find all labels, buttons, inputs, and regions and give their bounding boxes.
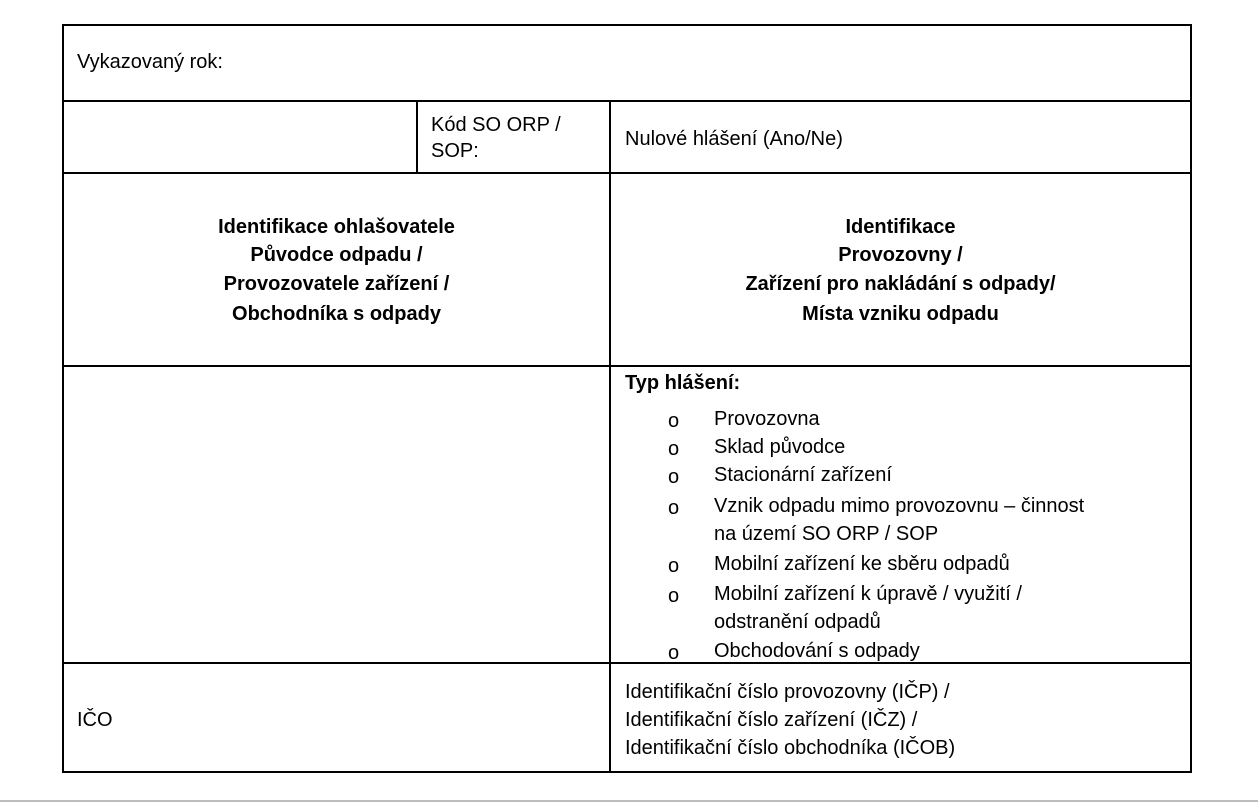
code-label-line2: SOP: — [431, 140, 479, 162]
facility-heading-line3: Zařízení pro nakládání s odpady/ — [745, 273, 1056, 295]
id-number-line1: Identifikační číslo provozovny (IČP) / — [625, 681, 950, 703]
table-border-left — [62, 24, 64, 773]
row-divider-2 — [62, 172, 1192, 174]
row-divider-1 — [62, 100, 1192, 102]
bullet-icon: o — [668, 555, 680, 577]
table-border-top — [62, 24, 1192, 26]
report-type-text: Obchodování s odpady — [714, 640, 920, 662]
report-type-text: Stacionární zařízení — [714, 464, 892, 486]
bullet-icon: o — [668, 497, 680, 519]
code-label-line1: Kód SO ORP / — [431, 114, 561, 136]
reporter-heading-line1: Identifikace ohlašovatele — [218, 216, 455, 238]
column-divider-main — [609, 100, 611, 773]
facility-heading-line4: Místa vzniku odpadu — [802, 303, 999, 325]
row-divider-4 — [62, 662, 1192, 664]
bullet-icon: o — [668, 642, 680, 664]
id-number-line3: Identifikační číslo obchodníka (IČOB) — [625, 737, 956, 759]
report-type-text: Provozovna — [714, 408, 820, 430]
table-border-bottom — [62, 771, 1192, 773]
ico-label: IČO — [77, 709, 113, 731]
report-type-label: Typ hlášení: — [625, 372, 741, 394]
table-border-right — [1190, 24, 1192, 773]
bullet-icon: o — [668, 585, 680, 607]
reporter-heading-line4: Obchodníka s odpady — [232, 303, 441, 325]
bullet-icon: o — [668, 466, 680, 488]
report-type-text: Sklad původce — [714, 436, 846, 458]
report-type-text-continued: na území SO ORP / SOP — [714, 523, 939, 545]
facility-heading-line2: Provozovny / — [838, 244, 963, 266]
facility-heading-line1: Identifikace — [845, 216, 956, 238]
bullet-icon: o — [668, 438, 680, 460]
column-divider-code — [416, 100, 418, 174]
id-number-line2: Identifikační číslo zařízení (IČZ) / — [625, 709, 918, 731]
report-type-text: Mobilní zařízení k úpravě / využití / — [714, 583, 1022, 605]
report-type-text: Mobilní zařízení ke sběru odpadů — [714, 553, 1010, 575]
page-bottom-divider — [0, 800, 1258, 802]
zero-report-label: Nulové hlášení (Ano/Ne) — [625, 128, 843, 150]
reporter-heading-line3: Provozovatele zařízení / — [223, 273, 450, 295]
report-type-text-continued: odstranění odpadů — [714, 611, 881, 633]
year-label: Vykazovaný rok: — [77, 51, 223, 73]
row-divider-3 — [62, 365, 1192, 367]
bullet-icon: o — [668, 410, 680, 432]
report-type-text: Vznik odpadu mimo provozovnu – činnost — [714, 495, 1085, 517]
reporter-heading-line2: Původce odpadu / — [250, 244, 423, 266]
